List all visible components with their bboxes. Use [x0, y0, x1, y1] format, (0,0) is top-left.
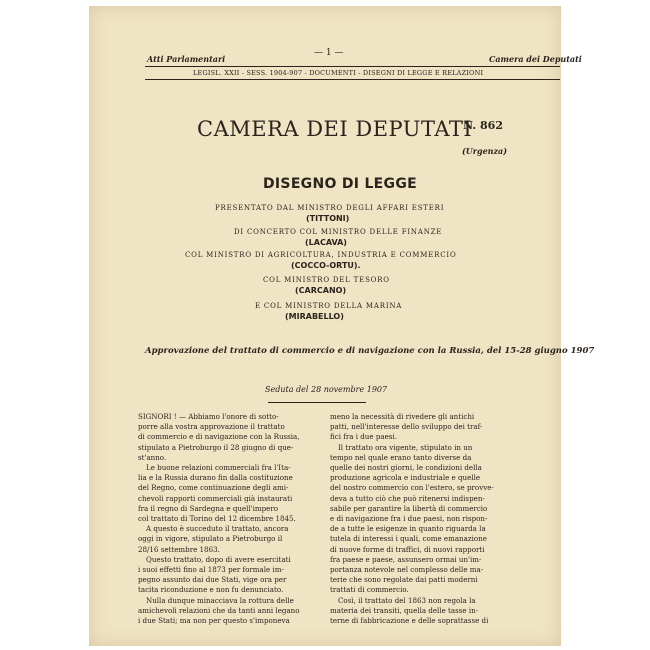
header-rule-top [145, 66, 560, 67]
body-line: materia dei transiti, quella delle tasse in- [330, 605, 479, 615]
presenter-role-2: DI CONCERTO COL MINISTRO DELLE FINANZE [234, 228, 443, 236]
body-line: fici fra i due paesi. [330, 432, 397, 442]
body-line: lia e la Russia durano fin dalla costituzione [138, 473, 293, 483]
header-right: Camera dei Deputati [489, 54, 582, 64]
body-line: meno la necessità di rivedere gli antichi [330, 412, 475, 421]
body-line: porre alla vostra approvazione il trattato [138, 422, 285, 432]
body-line: Questo trattato, dopo di avere esercitati [146, 554, 291, 564]
page-title: CAMERA DEI DEPUTATI [197, 117, 473, 141]
body-line: tacita riconduzione e non fu denunciato. [138, 585, 284, 595]
document-page [89, 6, 595, 646]
presenter-name-4: (CARCANO) [295, 286, 347, 295]
body-line: quelle dei nostri giorni, le condizioni della [330, 463, 482, 473]
body-line: terne di fabbricazione e delle soprattasse di [330, 616, 489, 626]
bill-heading: DISEGNO DI LEGGE [263, 176, 417, 192]
body-line: 28/16 settembre 1863. [138, 544, 220, 554]
presenter-name-2: (LACAVA) [305, 238, 347, 247]
presenter-name-5: (MIRABELLO) [285, 312, 344, 321]
body-line: di commercio e di navigazione con la Russia, [138, 432, 300, 442]
body-line: stipulato a Pietroburgo il 28 giugno di que- [138, 442, 294, 452]
presenter-role-5: E COL MINISTRO DELLA MARINA [255, 302, 403, 310]
presenter-name-1: (TITTONI) [306, 214, 350, 223]
body-line: sabile per garantire la libertà di commercio [330, 503, 488, 513]
session-date: Seduta del 28 novembre 1907 [265, 385, 388, 394]
body-line: pegno assunto dai due Stati, vige ora per [138, 575, 287, 585]
header-rule-bottom [145, 79, 560, 80]
urgency-label: (Urgenza) [462, 146, 507, 156]
body-line: Il trattato ora vigente, stipulato in un [338, 442, 473, 452]
presenter-role-1: PRESENTATO DAL MINISTRO DEGLI AFFARI ESTERI [215, 204, 445, 212]
body-line: tempo nel quale erano tanto diverse da [330, 452, 472, 462]
presenter-role-4: COL MINISTRO DEL TESORO [263, 276, 390, 284]
presenter-name-3: (COCCO-ORTU). [291, 261, 361, 270]
session-rule [268, 402, 366, 403]
subheader: LEGISL. XXII - SESS. 1904-907 - DOCUMENTI - DISEGNI DI LEGGE E RELAZIONI [193, 69, 484, 77]
body-line: del nostro commercio con l'estero, se provve- [330, 483, 494, 493]
body-line: patti, nell'interesse dello sviluppo dei traf- [330, 422, 483, 432]
body-line: i suoi effetti fino al 1873 per formale im- [138, 565, 284, 575]
body-line: fra il regno di Sardegna e quell'impero [138, 503, 279, 513]
document-number: N. 862 [463, 119, 503, 132]
approval-title: Approvazione del trattato di commercio e di navigazione con la Russia, del 15-28 giugno 1907 [145, 346, 595, 356]
body-line: trattati di commercio. [330, 585, 409, 595]
presenter-role-3: COL MINISTRO DI AGRICOLTURA, INDUSTRIA E COMMERCIO [185, 251, 457, 259]
body-line: Le buone relazioni commerciali fra l'Ita- [146, 463, 291, 473]
body-line: oggi in vigore, stipulato a Pietroburgo il [138, 534, 283, 544]
body-line: Così, il trattato del 1863 non regola la [338, 595, 476, 605]
header-left: Atti Parlamentari [147, 54, 226, 64]
body-line: deva a tutto ciò che può ritenersi indispen- [330, 493, 485, 503]
body-right-column [330, 412, 494, 626]
body-line: Nulla dunque minacciava la rottura delle [146, 595, 294, 605]
body-line: del Regno, come continuazione degli ami- [138, 483, 289, 493]
body-line: fra paese e paese, assunsero ormai un'im- [330, 554, 482, 564]
body-line: i due Stati; ma non per questo s'imponeva [138, 616, 290, 626]
body-line: A questo è succeduto il trattato, ancora [146, 524, 289, 534]
body-line: produzione agricola e industriale e quelle [330, 473, 481, 483]
page-number: — 1 — [314, 48, 344, 58]
body-line: portanza notevole nel complesso delle ma- [330, 565, 484, 575]
body-line: chevoli rapporti commerciali già instaurati [138, 493, 293, 503]
body-left-column [138, 412, 300, 626]
body-line: SIGNORI ! — Abbiamo l'onore di sotto- [138, 412, 279, 421]
body-line: tutela di interessi i quali, come emanazione [330, 534, 487, 544]
body-line: terie che sono regolate dai patti moderni [330, 575, 478, 585]
body-line: col trattato di Torino del 12 dicembre 1845. [138, 514, 296, 524]
body-line: amichevoli relazioni che da tanti anni legano [138, 605, 300, 615]
body-line: de a tutte le esigenze in quanto riguarda la [330, 524, 486, 534]
body-line: st'anno. [138, 452, 167, 462]
body-line: e di navigazione fra i due paesi, non rispon- [330, 514, 488, 524]
body-line: di nuove forme di traffici, di nuovi rapporti [330, 544, 485, 554]
